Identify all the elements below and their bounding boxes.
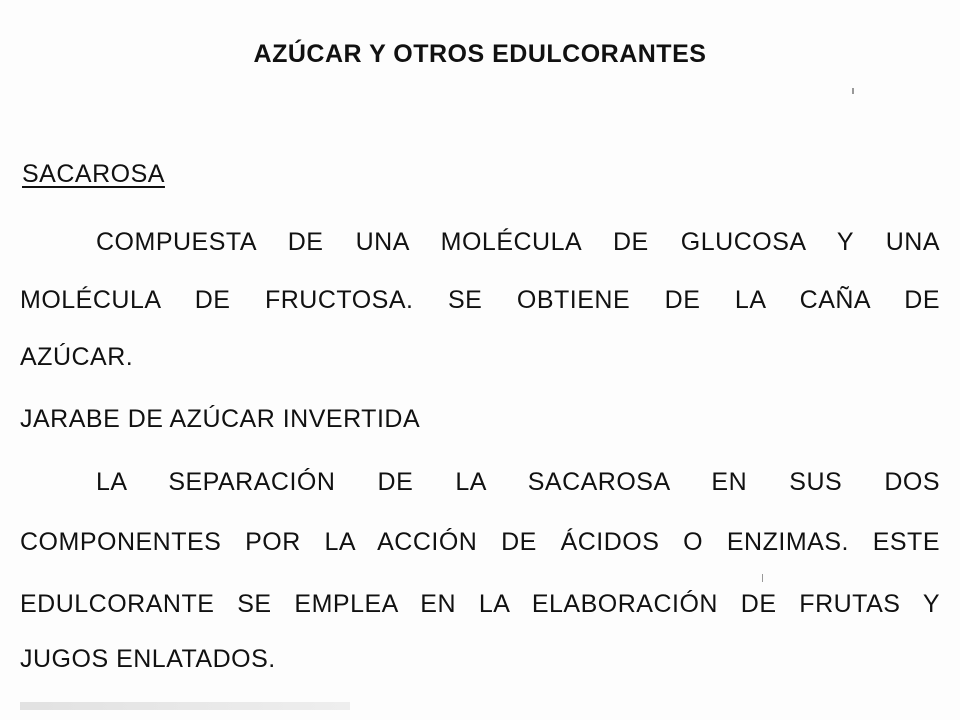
paragraph-line: COMPONENTES POR LA ACCIÓN DE ÁCIDOS O ENZIMAS. ESTE	[20, 528, 940, 556]
document-title: AZÚCAR Y OTROS EDULCORANTES	[253, 40, 707, 68]
cut-off-text-line	[20, 702, 350, 710]
paragraph-line: COMPUESTA DE UNA MOLÉCULA DE GLUCOSA Y UNA	[96, 228, 940, 256]
paragraph-line: AZÚCAR.	[20, 343, 134, 371]
paragraph-line: LA SEPARACIÓN DE LA SACAROSA EN SUS DOS	[96, 468, 940, 496]
section-heading-sacarosa: SACAROSA	[22, 160, 165, 188]
section-heading-jarabe: JARABE DE AZÚCAR INVERTIDA	[20, 405, 421, 433]
paragraph-line: EDULCORANTE SE EMPLEA EN LA ELABORACIÓN DE FRUTAS Y	[20, 590, 940, 618]
scan-speck	[762, 574, 763, 582]
paragraph-line: MOLÉCULA DE FRUCTOSA. SE OBTIENE DE LA CAÑA DE	[20, 286, 940, 314]
scan-speck	[852, 88, 854, 94]
paragraph-line: JUGOS ENLATADOS.	[20, 645, 276, 673]
